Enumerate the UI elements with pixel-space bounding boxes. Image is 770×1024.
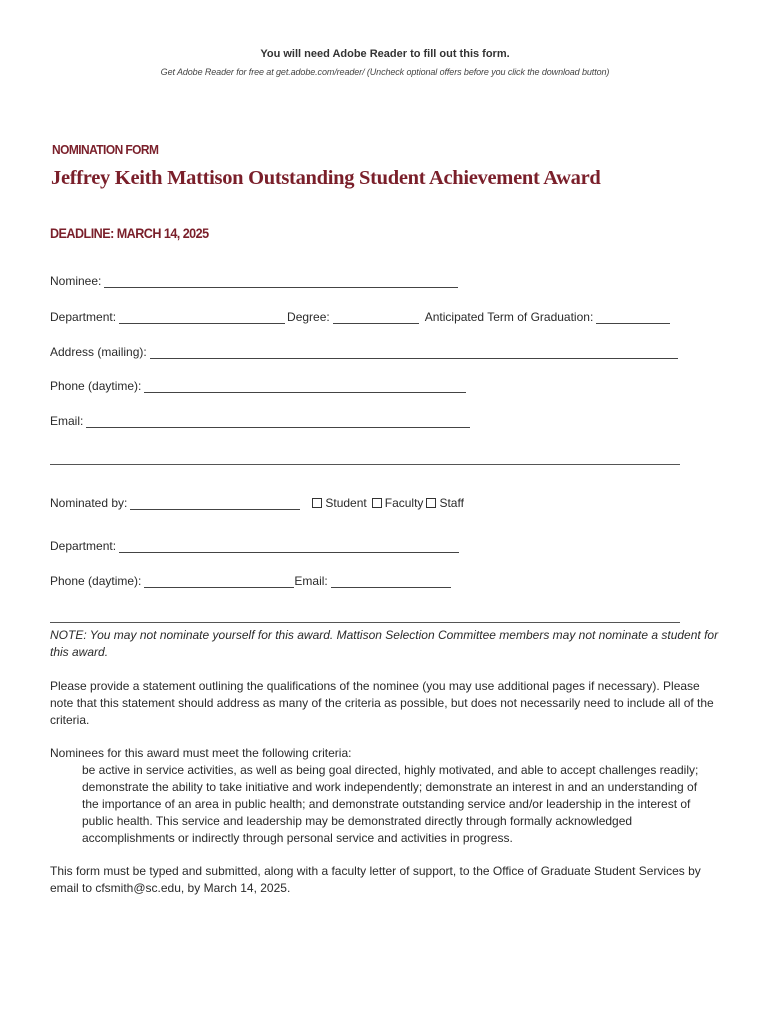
phone-row bbox=[50, 377, 466, 393]
nominator-email-field[interactable] bbox=[331, 575, 451, 588]
adobe-notice-subtitle: Get Adobe Reader for free at get.adobe.com/reader/ (Uncheck optional offers before you click the download button) bbox=[160, 67, 610, 77]
degree-label: Degree: bbox=[287, 310, 330, 324]
award-title: Jeffrey Keith Mattison Outstanding Student Achievement Award bbox=[51, 167, 601, 189]
email-field[interactable] bbox=[86, 415, 470, 428]
graduation-label: Anticipated Term of Graduation: bbox=[424, 310, 594, 324]
staff-option-label: Staff bbox=[439, 496, 464, 510]
nominated-by-label: Nominated by: bbox=[50, 496, 128, 510]
deadline: DEADLINE: MARCH 14, 2025 bbox=[50, 225, 209, 241]
nominator-department-row bbox=[50, 537, 459, 553]
nominator-department-field[interactable] bbox=[119, 540, 459, 553]
email-row bbox=[50, 412, 470, 428]
graduation-field[interactable] bbox=[596, 311, 670, 324]
nominator-email-label: Email: bbox=[294, 574, 328, 588]
nominator-phone-field[interactable] bbox=[144, 575, 294, 588]
student-checkbox[interactable] bbox=[312, 498, 322, 508]
criteria-text: be active in service activities, as well as being goal directed, highly motivated, and able to accept challenges readily; demonstrate the ability to take initiative and work independently; demonstrate an interest in and an understanding of the importance of an area in public health; and demonstrate outstanding service and/or leadership in the interest of public health. This service and leadership may be demonstrated directly through formally acknowledged accomplishments or indirectly through personal service and activities in progress. bbox=[82, 763, 699, 845]
faculty-checkbox[interactable] bbox=[372, 498, 382, 508]
note: NOTE: You may not nominate yourself for this award. Mattison Selection Committee members may not nominate a student for this award. bbox=[50, 628, 719, 659]
degree-field[interactable] bbox=[333, 311, 419, 324]
criteria-intro: Nominees for this award must meet the following criteria: bbox=[50, 746, 352, 760]
faculty-option-label: Faculty bbox=[384, 496, 424, 510]
department-degree-row bbox=[50, 308, 670, 324]
form-label: NOMINATION FORM bbox=[52, 142, 159, 157]
email-label: Email: bbox=[50, 414, 84, 428]
address-row bbox=[50, 343, 678, 359]
department-label: Department: bbox=[50, 310, 117, 324]
phone-field[interactable] bbox=[144, 380, 466, 393]
nominator-phone-label: Phone (daytime): bbox=[50, 574, 142, 588]
nominee-label: Nominee: bbox=[50, 274, 102, 288]
nominee-row bbox=[50, 272, 458, 288]
nominator-contact-row bbox=[50, 572, 451, 588]
address-label: Address (mailing): bbox=[50, 345, 147, 359]
divider bbox=[50, 464, 680, 465]
phone-label: Phone (daytime): bbox=[50, 379, 142, 393]
address-field[interactable] bbox=[150, 346, 678, 359]
staff-checkbox[interactable] bbox=[426, 498, 436, 508]
nominee-field[interactable] bbox=[104, 275, 458, 288]
student-option-label: Student bbox=[325, 496, 367, 510]
department-field[interactable] bbox=[119, 311, 285, 324]
nominated-by-row bbox=[50, 494, 464, 510]
adobe-notice-title: You will need Adobe Reader to fill out this form. bbox=[260, 48, 510, 60]
nominated-by-field[interactable] bbox=[130, 497, 300, 510]
nominator-department-label: Department: bbox=[50, 539, 117, 553]
submission-text: This form must be typed and submitted, along with a faculty letter of support, to the Office of Graduate Student Services by email to cfsmith@sc.edu, by March 14, 2025. bbox=[50, 864, 701, 895]
statement-instructions: Please provide a statement outlining the qualifications of the nominee (you may use additional pages if necessary). Please note that this statement should address as many of the criteria as possible, but does not necessarily need to include all of the criteria. bbox=[50, 679, 714, 727]
divider bbox=[50, 622, 680, 623]
